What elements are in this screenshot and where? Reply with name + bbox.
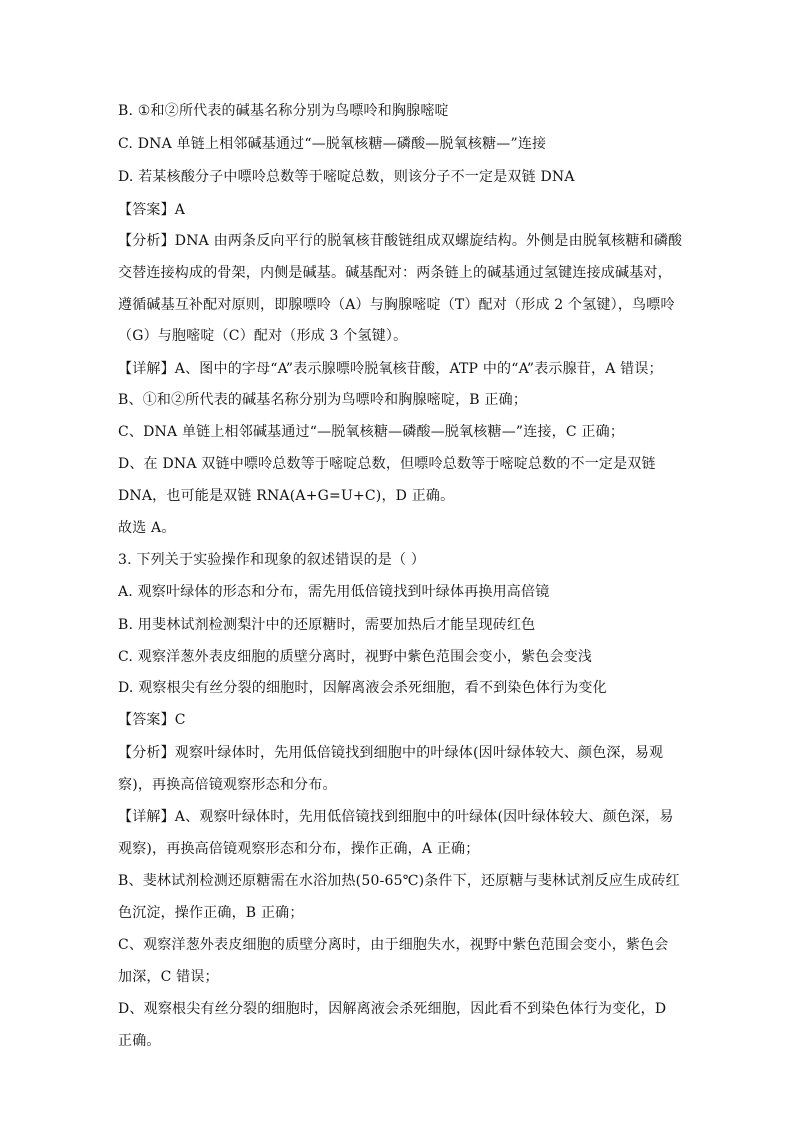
question-3-detail-line: D、观察根尖有丝分裂的细胞时，因解离液会杀死细胞，因此看不到染色体行为变化，D: [118, 1001, 667, 1017]
question-3-option-c: C. 观察洋葱外表皮细胞的质壁分离时，视野中紫色范围会变小，紫色会变浅: [118, 649, 593, 665]
answer-line: 【答案】A: [118, 202, 186, 218]
analysis-line: 【分析】DNA 由两条反向平行的脱氧核苷酸链组成双螺旋结构。外侧是由脱氧核糖和磷酸: [118, 233, 683, 249]
question-3-answer: 【答案】C: [118, 712, 186, 728]
detail-line: B、①和②所代表的碱基名称分别为鸟嘌呤和胸腺嘧啶，B 正确；: [118, 392, 528, 408]
question-3-detail-line: 【详解】A、观察叶绿体时，先用低倍镜找到细胞中的叶绿体(因叶绿体较大、颜色深，易: [118, 809, 674, 825]
analysis-line: 交替连接构成的骨架，内侧是碱基。碱基配对：两条链上的碱基通过氢键连接成碱基对，: [118, 265, 672, 281]
detail-line: DNA，也可能是双链 RNA(A+G=U+C)，D 正确。: [118, 488, 455, 504]
question-3-detail-line: 正确。: [118, 1033, 161, 1049]
question-3-option-d: D. 观察根尖有丝分裂的细胞时，因解离液会杀死细胞，看不到染色体行为变化: [118, 680, 607, 696]
question-3-option-a: A. 观察叶绿体的形态和分布，需先用低倍镜找到叶绿体再换用高倍镜: [118, 584, 550, 600]
question-3-option-b: B. 用斐林试剂检测梨汁中的还原糖时，需要加热后才能呈现砖红色: [118, 617, 536, 633]
option-b-line: B. ①和②所代表的碱基名称分别为鸟嘌呤和胸腺嘧啶: [118, 103, 449, 119]
detail-line: D、在 DNA 双链中嘌呤总数等于嘧啶总数，但嘌呤总数等于嘧啶总数的不一定是双链: [118, 456, 656, 472]
detail-line: 【详解】A、图中的字母“A”表示腺嘌呤脱氧核苷酸，ATP 中的“A”表示腺苷，A 错误；: [118, 361, 663, 377]
question-3-analysis-line: 察)，再换高倍镜观察形态和分布。: [118, 777, 337, 793]
detail-line: C、DNA 单链上相邻碱基通过“—脱氧核糖—磷酸—脱氧核糖—”连接，C 正确；: [118, 424, 625, 440]
analysis-line: 遵循碱基互补配对原则，即腺嘌呤（A）与胸腺嘧啶（T）配对（形成 2 个氢键），鸟嘌呤: [118, 297, 675, 313]
analysis-line: （G）与胞嘧啶（C）配对（形成 3 个氢键）。: [118, 328, 408, 344]
question-3-detail-line: B、斐林试剂检测还原糖需在水浴加热(50-65℃)条件下，还原糖与斐林试剂反应生成砖红: [118, 873, 680, 889]
question-3-analysis-line: 【分析】观察叶绿体时，先用低倍镜找到细胞中的叶绿体(因叶绿体较大、颜色深，易观: [118, 745, 664, 761]
option-d-line: D. 若某核酸分子中嘌呤总数等于嘧啶总数，则该分子不一定是双链 DNA: [118, 169, 575, 185]
question-3-detail-line: 色沉淀，操作正确，B 正确；: [118, 905, 304, 921]
question-3-detail-line: C、观察洋葱外表皮细胞的质壁分离时，由于细胞失水，视野中紫色范围会变小，紫色会: [118, 937, 669, 953]
question-3-detail-line: 观察)，再换高倍镜观察形态和分布，操作正确，A 正确；: [118, 841, 480, 857]
question-3-stem: 3. 下列关于实验操作和现象的叙述错误的是（ ）: [118, 552, 426, 568]
conclusion-line: 故选 A。: [118, 520, 176, 536]
option-c-line: C. DNA 单链上相邻碱基通过“—脱氧核糖—磷酸—脱氧核糖—”连接: [118, 136, 547, 152]
question-3-detail-line: 加深，C 错误；: [118, 969, 219, 985]
